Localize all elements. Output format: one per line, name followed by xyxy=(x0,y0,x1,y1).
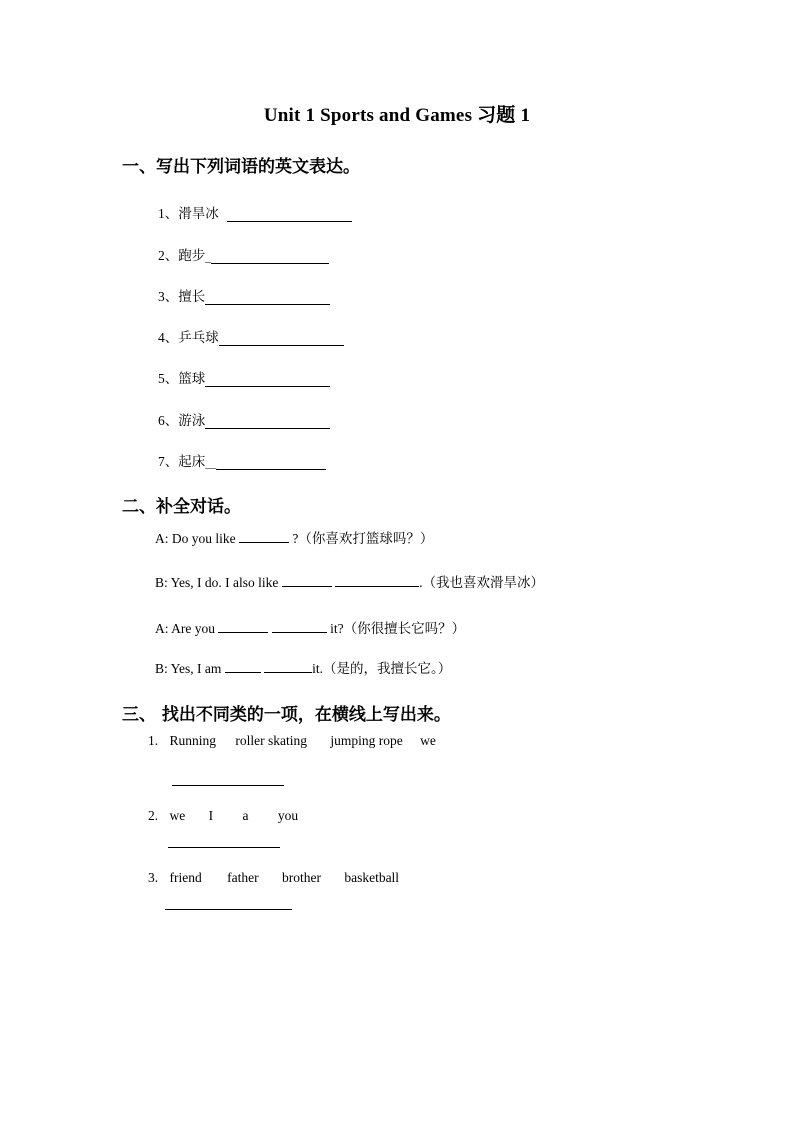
option-word: a xyxy=(242,808,249,823)
answer-blank[interactable] xyxy=(335,572,419,587)
answer-blank[interactable] xyxy=(205,413,330,429)
dialogue-line: B: Yes, I do. I also like .（我也喜欢滑旱冰） xyxy=(155,571,544,591)
section-1-heading: 一、写出下列词语的英文表达。 xyxy=(122,157,360,177)
section-2-heading: 二、补全对话。 xyxy=(122,497,241,517)
answer-blank[interactable] xyxy=(216,454,326,470)
option-word: you xyxy=(277,808,299,823)
answer-blank[interactable] xyxy=(211,248,329,264)
item-number: 7、 xyxy=(158,454,179,469)
option-word: Running xyxy=(169,733,217,748)
list-item xyxy=(158,326,344,346)
option-word: roller skating xyxy=(235,733,307,748)
list-item xyxy=(158,285,330,305)
item-word: 跑步 xyxy=(178,248,206,263)
answer-blank[interactable] xyxy=(225,658,261,673)
answer-blank[interactable] xyxy=(218,618,268,633)
option-word: I xyxy=(208,808,214,823)
answer-blank[interactable] xyxy=(205,289,330,305)
item-number: 1、 xyxy=(158,206,179,221)
answer-blank[interactable] xyxy=(227,206,352,222)
list-item xyxy=(158,409,330,429)
list-item xyxy=(158,202,352,222)
dialogue-line: A: Are you it?（你很擅长它吗？） xyxy=(155,617,465,637)
answer-blank[interactable] xyxy=(219,330,344,346)
option-word: father xyxy=(227,870,259,885)
item-number: 5、 xyxy=(158,371,179,386)
answer-blank[interactable] xyxy=(272,618,327,633)
question-number: 3. xyxy=(148,870,159,885)
answer-blank[interactable] xyxy=(239,528,289,543)
dialogue-line: A: Do you like ?（你喜欢打篮球吗？） xyxy=(155,527,433,547)
option-word: we xyxy=(420,733,436,748)
question-number: 1. xyxy=(148,733,159,748)
answer-blank[interactable] xyxy=(264,658,312,673)
item-number: 6、 xyxy=(158,413,179,428)
item-number: 3、 xyxy=(158,289,179,304)
item-word: 擅长 xyxy=(178,289,206,304)
option-word: we xyxy=(169,808,186,823)
question-number: 2. xyxy=(148,808,159,823)
item-word: 滑旱冰 xyxy=(178,206,219,221)
list-item: 2、 跑步 _ xyxy=(158,244,329,264)
item-number: 2、 xyxy=(158,248,179,263)
item-word: 篮球 xyxy=(178,371,206,386)
option-word: jumping rope xyxy=(330,733,403,748)
answer-blank[interactable] xyxy=(205,371,330,387)
page-title: Unit 1 Sports and Games 习题 1 xyxy=(263,105,531,126)
item-word: 游泳 xyxy=(178,413,206,428)
item-word: 起床 xyxy=(178,454,206,469)
item-word: 乒乓球 xyxy=(178,330,219,345)
answer-line[interactable] xyxy=(165,908,292,910)
answer-line[interactable] xyxy=(168,846,280,848)
option-word: friend xyxy=(169,870,202,885)
question-row xyxy=(148,808,298,824)
section-3-heading: 三、 找出不同类的一项，在横线上写出来。 xyxy=(122,705,451,725)
item-number: 4、 xyxy=(158,330,179,345)
list-item xyxy=(158,367,330,387)
answer-line[interactable] xyxy=(172,784,284,786)
dialogue-line: B: Yes, I am it.（是的，我擅长它。） xyxy=(155,657,451,677)
question-row xyxy=(148,870,399,886)
answer-blank[interactable] xyxy=(282,572,332,587)
option-word: brother xyxy=(281,870,321,885)
option-word: basketball xyxy=(344,870,400,885)
question-row xyxy=(148,733,436,749)
list-item: 7、 起床 __ xyxy=(158,450,326,470)
